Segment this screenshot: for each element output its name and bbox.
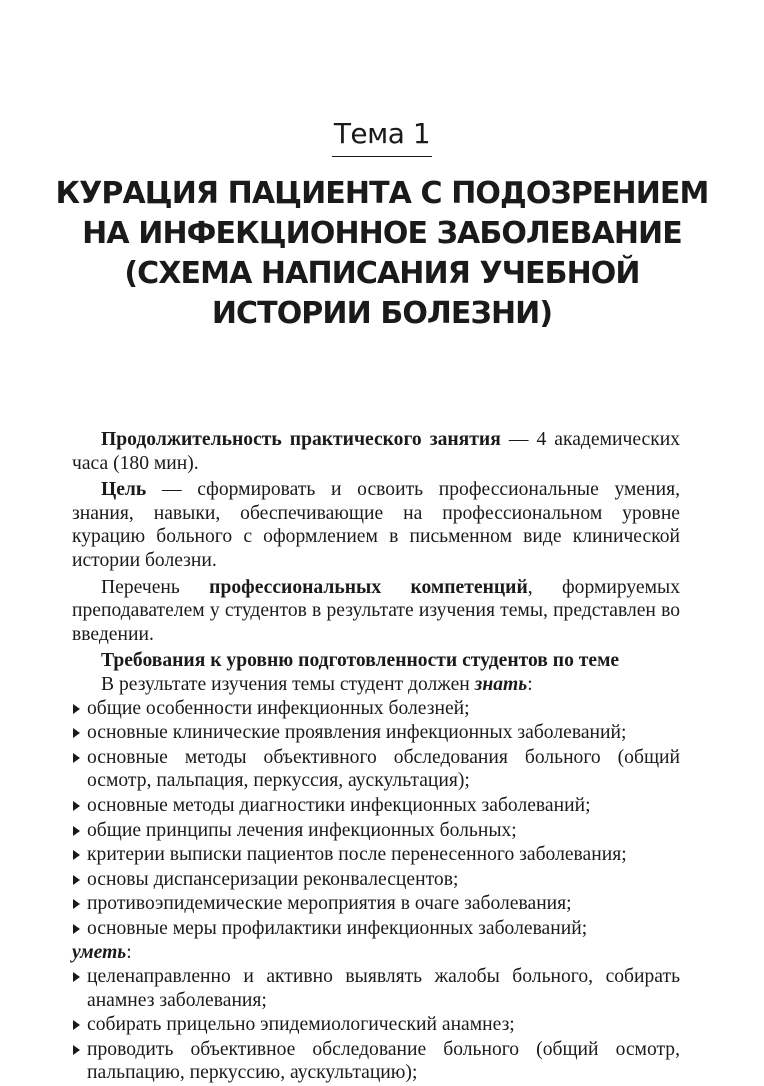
know-list	[72, 697, 680, 941]
requirements-heading: Требования к уровню подготовленности студентов по теме	[101, 650, 620, 672]
able-colon: :	[126, 942, 132, 964]
title-line: НА ИНФЕКЦИОННОЕ ЗАБОЛЕВАНИЕ	[82, 216, 682, 251]
lead-text: В результате изучения темы студент должен	[101, 673, 475, 695]
list-item-text: основные клинические проявления инфекционных заболеваний;	[87, 722, 627, 744]
lead-know-word: знать	[474, 673, 528, 695]
goal-paragraph	[72, 478, 680, 572]
triangle-bullet-icon	[73, 753, 80, 763]
list-item-text: критерии выписки пациентов после перенесенного заболевания;	[87, 844, 627, 866]
duration-text: — 4 академических часа (180 мин).	[72, 429, 681, 474]
duration-label: Продолжительность практического занятия	[101, 429, 501, 450]
duration-paragraph	[72, 428, 680, 475]
list-item	[72, 868, 680, 892]
competencies-before: Перечень	[101, 576, 210, 598]
able-list	[72, 965, 680, 1085]
list-item-text: собирать прицельно эпидемиологический анамнез;	[87, 1014, 515, 1036]
list-item-text: противоэпидемические мероприятия в очаге заболевания;	[87, 893, 572, 915]
lead-colon: :	[527, 673, 533, 695]
triangle-bullet-icon	[73, 801, 80, 811]
competencies-bold: профессиональных компетенций	[209, 576, 528, 598]
requirements-lead	[72, 673, 680, 697]
list-item-text: общие особенности инфекционных болезней;	[87, 697, 470, 719]
list-item-text: основные меры профилактики инфекционных заболеваний;	[87, 917, 588, 939]
goal-label: Цель	[101, 479, 147, 501]
triangle-bullet-icon	[73, 924, 80, 934]
triangle-bullet-icon	[73, 1045, 80, 1055]
able-label	[72, 941, 680, 965]
competencies-paragraph	[72, 576, 680, 647]
goal-text: — сформировать и освоить профессиональные умения, знания, навыки, обеспечивающие на профессиональном уровне курацию больного с оформлением в письменном виде клинической истории болезни.	[72, 479, 680, 571]
list-item-text: целенаправленно и активно выявлять жалобы больного, собирать анамнез заболевания;	[87, 966, 680, 1011]
triangle-bullet-icon	[73, 704, 80, 714]
list-item-text: общие принципы лечения инфекционных больных;	[87, 819, 517, 841]
list-item	[72, 917, 680, 941]
list-item-text: основные методы диагностики инфекционных заболеваний;	[87, 794, 591, 816]
title-line: КУРАЦИЯ ПАЦИЕНТА С ПОДОЗРЕНИЕМ	[55, 176, 709, 211]
list-item	[72, 794, 680, 818]
page-title	[30, 174, 734, 334]
competencies-after: , формируемых преподавателем у студентов в результате изучения темы, представлен во введении.	[72, 576, 680, 645]
triangle-bullet-icon	[73, 875, 80, 885]
list-item	[72, 819, 680, 843]
list-item	[72, 892, 680, 916]
body-text	[72, 428, 680, 1086]
triangle-bullet-icon	[73, 850, 80, 860]
triangle-bullet-icon	[73, 1020, 80, 1030]
list-item	[72, 746, 680, 793]
triangle-bullet-icon	[73, 972, 80, 982]
title-line: (СХЕМА НАПИСАНИЯ УЧЕБНОЙ	[124, 256, 640, 291]
topic-header	[0, 118, 764, 157]
list-item	[72, 965, 680, 1012]
list-item	[72, 721, 680, 745]
list-item-text: проводить объективное обследование больного (общий осмотр, пальпацию, перкуссию, аускультацию);	[87, 1038, 680, 1084]
title-line: ИСТОРИИ БОЛЕЗНИ)	[211, 296, 553, 331]
list-item	[72, 843, 680, 867]
able-word: уметь	[72, 942, 127, 964]
triangle-bullet-icon	[73, 899, 80, 909]
list-item	[72, 697, 680, 721]
list-item	[72, 1013, 680, 1037]
triangle-bullet-icon	[73, 728, 80, 738]
list-item-text: основные методы объективного обследования больного (общий осмотр, пальпация, перкуссия, аускультация);	[87, 746, 680, 792]
topic-label: Тема 1	[332, 118, 432, 157]
list-item-text: основы диспансеризации реконвалесцентов;	[87, 868, 459, 890]
triangle-bullet-icon	[73, 826, 80, 836]
